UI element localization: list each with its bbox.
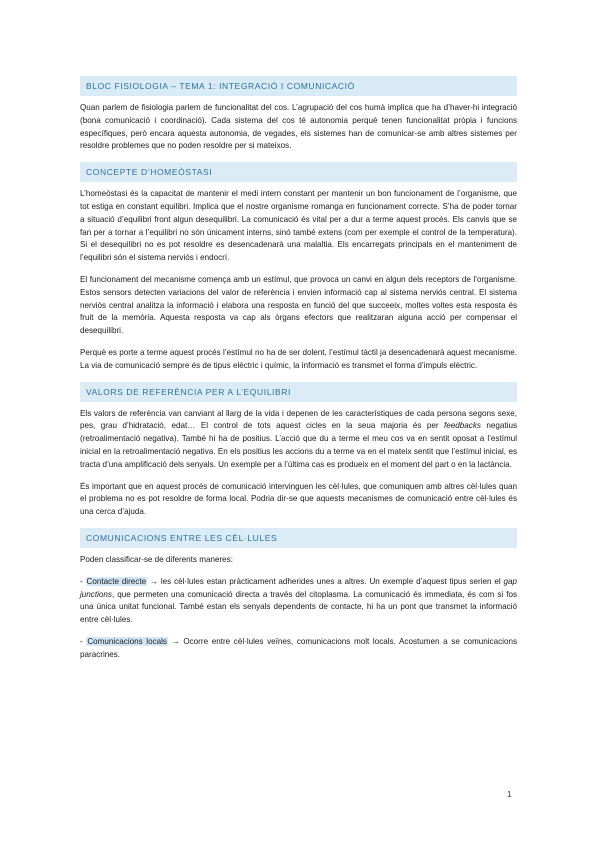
- comunicacions-locals-item: [80, 636, 517, 662]
- page-content: [80, 76, 517, 671]
- contacte-text-b: , que permeten una comunicació directa a través del citoplasma. La comunicació és immediata, és com si fos una única unitat funcional. També estan els senyals dependents de contacte, hi ha un pont que transmet la informació entre cèl·lules.: [80, 589, 517, 625]
- contacte-directe-highlight: Contacte directe: [86, 576, 147, 586]
- homeostasi-paragraph-1: L’homeòstasi és la capacitat de mantenir el medi intern constant per mantenir un bon funcionament de l’organisme, que tot estiga en constant equilibri. Implica que el nostre organisme romanga en funcionament correcte. S’ha de poder tornar a situació d’equilibri front algun desequilibri. La comunicació és vital per a dur a terme aquest procés. Els canvis que se fan per a tornar a l’equilibri no són únicament interns, sinó també extens (com per exemple el control de la temperatura). Si el desequilibri no es pot resoldre es desencadenarà una malaltia. Els encarregats principals en el manteniment de l’equilibri són el sistema nerviós i endocrí.: [80, 189, 517, 263]
- comunicacions-locals-highlight: Comunicacions locals: [87, 636, 167, 646]
- comunicacions-intro: Poden classificar-se de diferents maneres:: [80, 554, 233, 564]
- locals-text: → Ocorre entre cèl·lules veïnes, comunicacions molt locals. Acostumen a se comunicacions paracrines.: [80, 636, 517, 659]
- section-heading-homeostasi: CONCEPTE D’HOMEÒSTASI: [80, 162, 517, 182]
- gap-junctions-term: gap junctions: [80, 576, 517, 599]
- main-heading: BLOC FISIOLOGIA – TEMA 1: INTEGRACIÓ I COMUNICACIÓ: [80, 76, 517, 96]
- valors-paragraph-1: [80, 408, 517, 472]
- contacte-directe-item: [80, 576, 517, 627]
- contacte-text-a: → les cèl·lules estan pràcticament adherides unes a altres. Un exemple d’aquest tipus serien el: [147, 576, 504, 586]
- page-number: 1: [507, 790, 512, 799]
- feedbacks-term: feedbacks: [444, 421, 481, 431]
- homeostasi-paragraph-2: El funcionament del mecanisme comença amb un estímul, que provoca un canvi en algun dels receptors de l’organisme. Estos sensors detecten variacions del valor de referència i envien informació cap al sistema nerviós central. El sistema nerviós central analitza la informació i elabora una resposta en funció del que succeeix, moltes voltes esta resposta és fruit de la memòria. Aquesta resposta va cap als òrgans efectors que realitzaran alguna acció per compensar el desequilibri.: [80, 274, 517, 336]
- list-prefix: -: [80, 636, 87, 646]
- valors-text-a: Els valors de referència van canviant al llarg de la vida i depenen de les característiques de cada persona segons sexe, pes, grau d’hidratació, edat… El control de tots aquest cicles en la seua majoria és per: [80, 408, 517, 431]
- homeostasi-paragraph-3: Perquè es porte a terme aquest procés l’estímul no ha de ser dolent, l’estímul tàctil ja desencadenarà aquest mecanisme. La via de comunicació sempre és de tipus elèctric i químic, la informació es transmet el forma d’impuls elèctric.: [80, 347, 517, 370]
- valors-paragraph-2: És important que en aquest procés de comunicació intervinguen les cèl·lules, que comuniquen amb altres cèl·lules quan el problema no es pot resoldre de forma local. Podria dir-se que aquests mecanismes de comunicació entre cèl·lules és una cerca d’ajuda.: [80, 481, 517, 517]
- section-heading-comunicacions: COMUNICACIONS ENTRE LES CÈL·LULES: [80, 528, 517, 548]
- intro-paragraph: Quan parlem de fisiologia parlem de funcionalitat del cos. L’agrupació del cos humà implica que ha d’haver-hi integració (bona comunicació i coordinació). Cada sistema del cos té autonomia perquè tenen funcionalitat pròpia i funcions específiques, però encara aquesta autonomia, de vegades, els sistemes han de comunicar-se amb altres sistemes per resoldre problemes que no poden resoldre per si mateixos.: [80, 103, 517, 151]
- list-prefix: -: [80, 576, 86, 586]
- section-heading-valors: VALORS DE REFERÈNCIA PER A L’EQUILIBRI: [80, 382, 517, 402]
- valors-text-b: negatius (retroalimentació negativa). També hi ha de positius. L’acció que du a terme el meu cos va en sentit oposat a l’estímul inicial en la retroalimentació negativa. En els positius les accions du a terme va en el mateix sentit que l’estímul inicial, es tracta d’una amplificació dels senyals. Un exemple per a l’última cas es produeix en el moment del part o en la lactància.: [80, 421, 517, 469]
